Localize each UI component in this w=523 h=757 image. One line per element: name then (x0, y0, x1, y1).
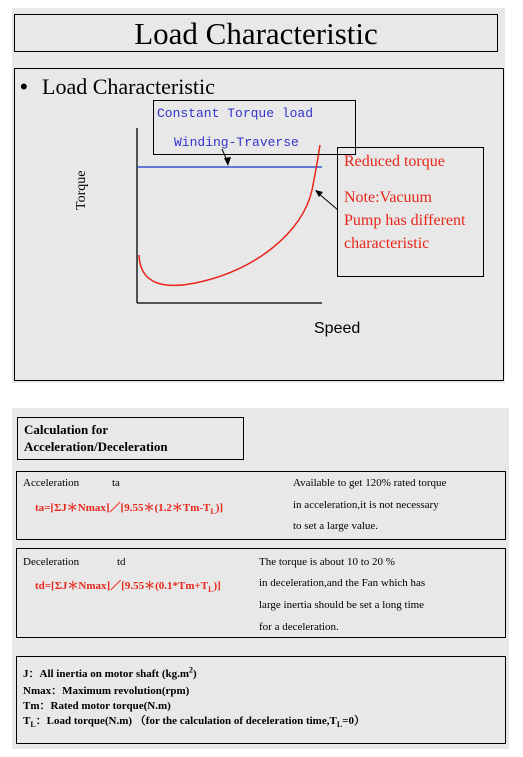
deceleration-note-2: in deceleration,and the Fan which has (259, 577, 426, 589)
definition-tl: $T_L$：Load torque(N.m) （for the calculation of deceleration $time,T_L=0$） (23, 715, 365, 730)
constant-torque-label: Constant Torque load (157, 106, 314, 121)
deceleration-note-1: The torque is about 10 to 20 % (259, 556, 395, 568)
acceleration-note-3: to set a large value. (293, 520, 379, 532)
x-axis-label: Speed (314, 320, 361, 337)
acceleration-note-1: Available to get 120% rated torque (293, 477, 447, 489)
reduced-torque-label: Reduced torque (344, 153, 445, 170)
definition-j: J：All inertia on motor shaft $(kg.m^2)$ (23, 665, 197, 680)
definition-tm: Tm：Rated motor torque(N.m) (23, 700, 171, 712)
vacuum-pump-note: Note:Vacuum Pump has different characteristic (344, 189, 466, 252)
bullet-icon: • (20, 74, 28, 99)
acceleration-formula: $ta=[\Sigma J*Nmax]/[9.55*(1.2*Tm-T_L)]$ (35, 502, 224, 517)
reduced-torque-curve (139, 145, 320, 285)
deceleration-formula: $td=[\Sigma J*Nmax]/[9.55*(0.1*Tm+T_L)]$ (35, 580, 221, 595)
arrow-to-line-icon (224, 157, 231, 166)
winding-traverse-label: Winding-Traverse (174, 135, 299, 150)
acceleration-label: Acceleration (23, 477, 80, 489)
y-axis-label: Torque (74, 170, 89, 210)
slide-title: Load Characteristic (134, 16, 378, 51)
calc-title: Calculation for Acceleration/Deceleration (24, 422, 168, 454)
bullet-heading: Load Characteristic (42, 74, 215, 99)
deceleration-note-4: for a deceleration. (259, 621, 339, 633)
deceleration-symbol: td (117, 556, 126, 568)
acceleration-note-2: in acceleration,it is not necessary (293, 499, 439, 511)
acceleration-symbol: ta (112, 477, 120, 489)
deceleration-note-3: large inertia should be set a long time (259, 599, 425, 611)
deceleration-label: Deceleration (23, 556, 80, 568)
definition-nmax: Nmax：Maximum revolution(rpm) (23, 685, 190, 697)
